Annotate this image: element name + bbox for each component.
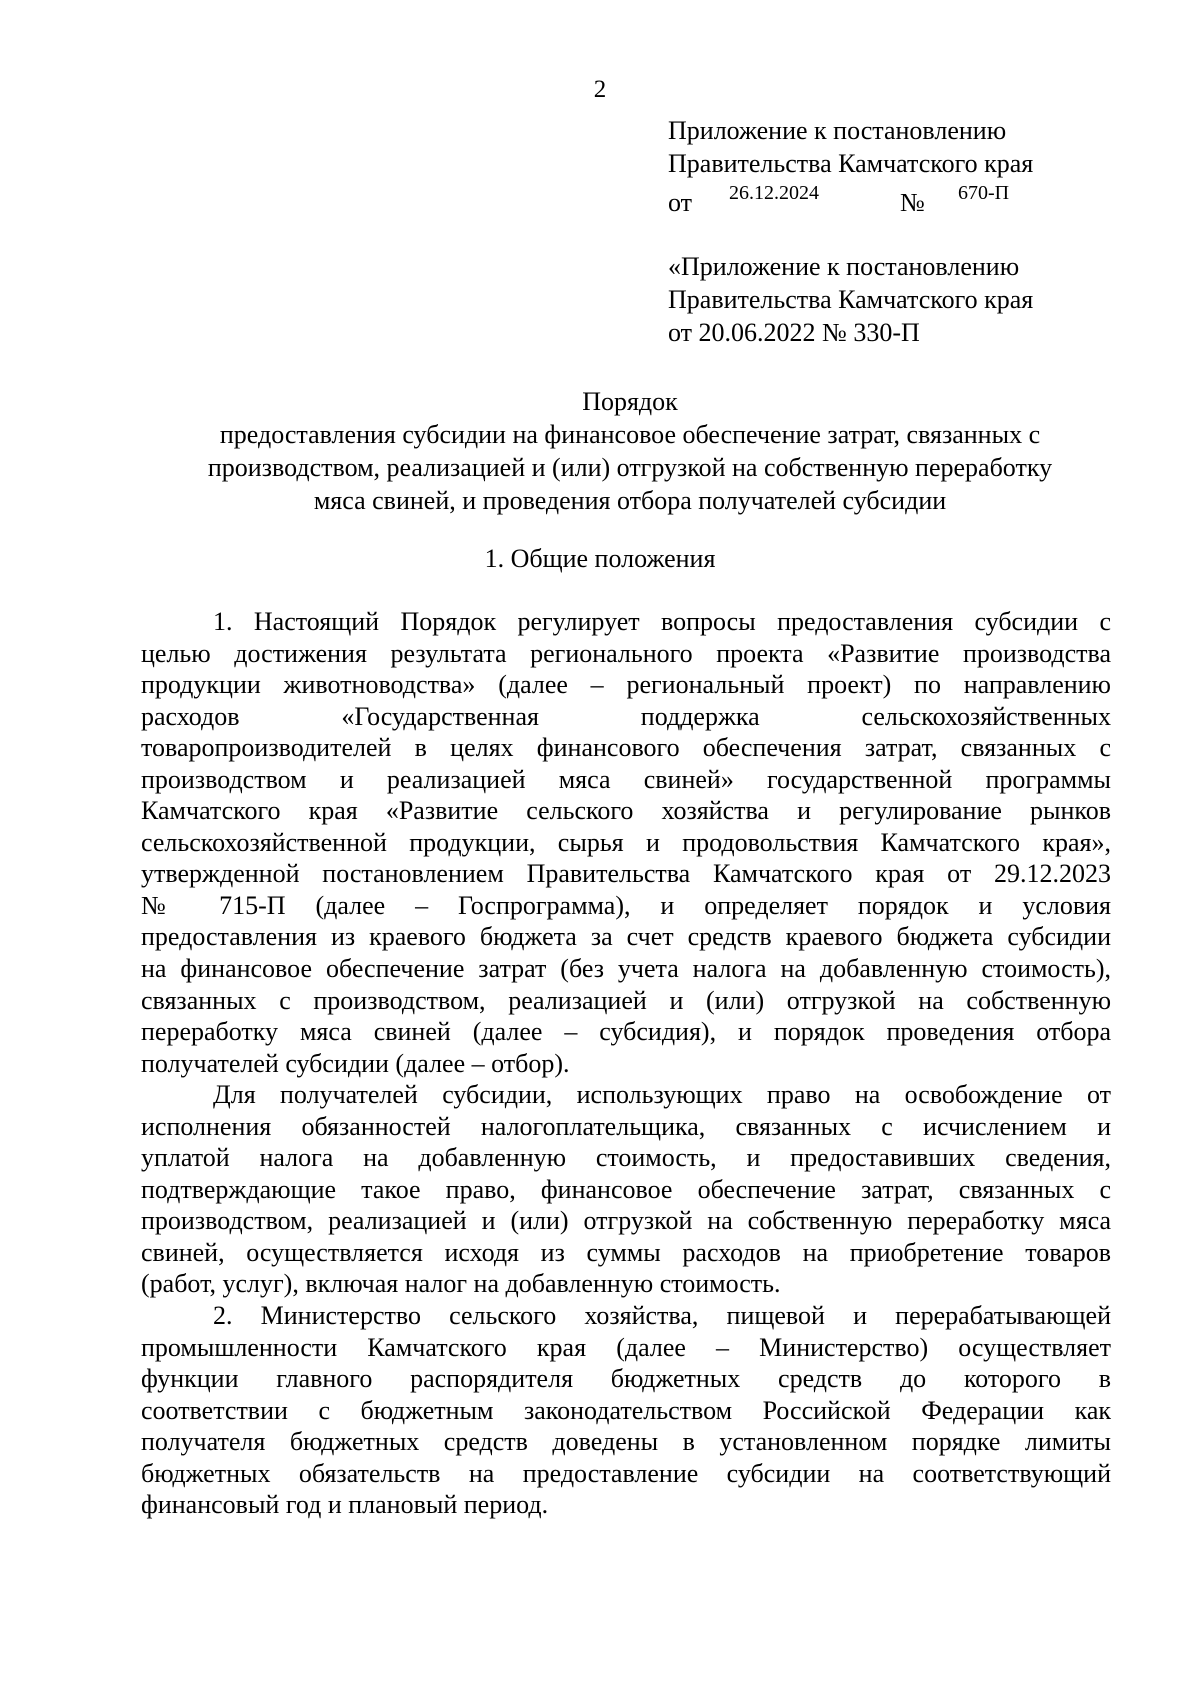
page-number: 2 [593, 76, 607, 103]
approval-stamp-original [668, 250, 1033, 349]
paragraph-line: функции главного распорядителя бюджетных средств до которого в [141, 1364, 1111, 1394]
paragraph-line: подтверждающие такое право, финансовое обеспечение затрат, связанных с [141, 1174, 1111, 1204]
approval-stamp-current [668, 114, 1034, 217]
paragraph-line: сельскохозяйственной продукции, сырья и продовольствия Камчатского края», [141, 827, 1111, 857]
body-text [141, 606, 1111, 1521]
number-label: № [900, 188, 925, 217]
paragraph-line: товаропроизводителей в целях финансового обеспечения затрат, связанных с [141, 733, 1111, 763]
section-heading: 1. Общие положения [484, 544, 716, 573]
paragraph-line: производством и реализацией мяса свиней» государственной программы [141, 764, 1111, 794]
from-label: от [668, 188, 693, 217]
decree-date: 26.12.2024 [729, 182, 819, 204]
paragraph-line: на финансовое обеспечение затрат (без учета налога на добавленную стоимость), [141, 954, 1111, 984]
paragraph-line: Для получателей субсидии, использующих право на освобождение от [213, 1080, 1111, 1110]
title-heading: Порядок [582, 387, 678, 416]
paragraph-line: финансовый год и плановый период. [141, 1490, 549, 1520]
title-line: производством, реализацией и (или) отгрузкой на собственную переработку [207, 453, 1053, 482]
paragraph-line: (работ, услуг), включая налог на добавленную стоимость. [141, 1269, 781, 1299]
paragraph-line: переработку мяса свиней (далее – субсидия), и порядок проведения отбора [141, 1017, 1111, 1047]
paragraph-line: получателя бюджетных средств доведены в установленном порядке лимиты [141, 1427, 1111, 1457]
paragraph-line: производством, реализацией и (или) отгрузкой на собственную переработку мяса [141, 1206, 1111, 1236]
paragraph-line: 1. Настоящий Порядок регулирует вопросы предоставления субсидии с [213, 607, 1111, 636]
decree-number: 670-П [958, 182, 1010, 204]
paragraph-line: соответствии с бюджетным законодательством Российской Федерации как [141, 1395, 1111, 1425]
paragraph-line: расходов «Государственная поддержка сельскохозяйственных [141, 701, 1111, 731]
paragraph-line: № 715-П (далее – Госпрограмма), и определяет порядок и условия [141, 890, 1111, 920]
decree-date-number-row [668, 180, 1033, 217]
paragraph-line: 2. Министерство сельского хозяйства, пищевой и перерабатывающей [213, 1301, 1111, 1331]
title-line: мяса свиней, и проведения отбора получателей субсидии [313, 486, 947, 515]
paragraph-line: уплатой налога на добавленную стоимость, и предоставивших сведения, [141, 1143, 1111, 1173]
document-title [140, 385, 1120, 517]
approval-line: Приложение к постановлению [668, 116, 1007, 145]
paragraph-line: получателей субсидии (далее – отбор). [141, 1048, 570, 1078]
paragraph-line: Камчатского края «Развитие сельского хозяйства и регулирование рынков [141, 796, 1111, 826]
paragraph-line: промышленности Камчатского края (далее – Министерство) осуществляет [141, 1332, 1111, 1362]
approval-line: Правительства Камчатского края [668, 285, 1034, 314]
approval-line: «Приложение к постановлению [668, 252, 1020, 281]
paragraph-line: предоставления из краевого бюджета за счет средств краевого бюджета субсидии [141, 922, 1111, 952]
paragraph-line: утвержденной постановлением Правительства Камчатского края от 29.12.2023 [141, 859, 1111, 889]
paragraph-line: связанных с производством, реализацией и (или) отгрузкой на собственную [141, 985, 1111, 1015]
title-line: предоставления субсидии на финансовое обеспечение затрат, связанных с [219, 420, 1041, 449]
paragraph-line: бюджетных обязательств на предоставление субсидии на соответствующий [141, 1458, 1111, 1488]
paragraph-line: продукции животноводства» (далее – региональный проект) по направлению [141, 670, 1111, 700]
paragraph-line: исполнения обязанностей налогоплательщика, связанных с исчислением и [141, 1111, 1111, 1141]
paragraph-line: свиней, осуществляется исходя из суммы расходов на приобретение товаров [141, 1237, 1111, 1267]
approval-line: от 20.06.2022 № 330-П [668, 318, 920, 347]
paragraph-line: целью достижения результата регионального проекта «Развитие производства [141, 638, 1111, 668]
approval-line: Правительства Камчатского края [668, 149, 1034, 178]
